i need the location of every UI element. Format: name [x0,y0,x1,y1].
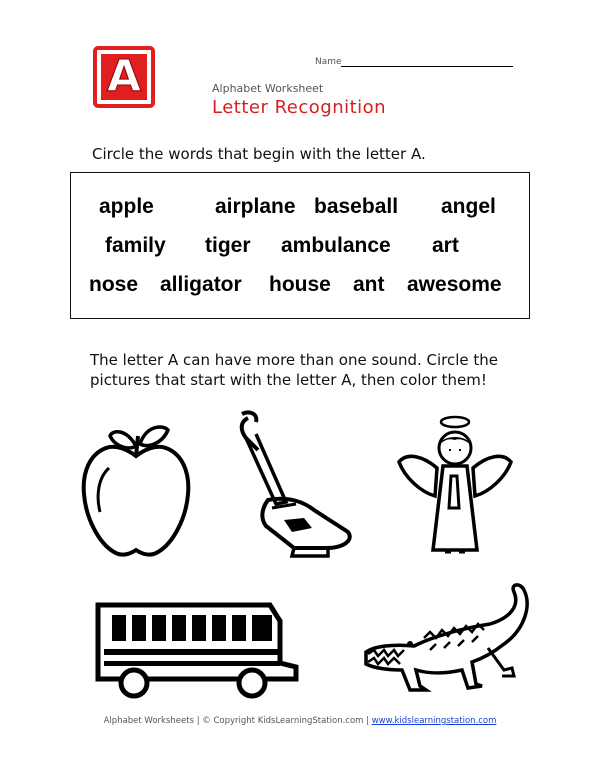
word: ant [353,273,385,296]
word: alligator [160,273,242,296]
name-field-line [341,66,513,67]
name-label: Name [315,57,342,67]
word: angel [441,195,496,218]
worksheet-title: Letter Recognition [212,97,387,118]
word: awesome [407,273,502,296]
vacuum-icon [232,408,357,568]
word: nose [89,273,139,296]
word: apple [99,195,154,218]
angel-icon [393,412,518,570]
footer [0,716,600,726]
word-box [70,172,530,319]
word: airplane [215,195,296,218]
badge-letter: A [106,51,142,102]
worksheet-subtitle: Alphabet Worksheet [212,82,324,95]
footer-copyright: Alphabet Worksheets | © Copyright KidsLearningStation.com | [103,716,372,726]
word: ambulance [281,234,391,257]
apple-icon [76,420,196,565]
badge-inner [101,51,147,102]
alligator-icon [364,578,544,703]
picture-instruction: The letter A can have more than one sound. Circle the pictures that start with the letter A, then color them! [90,351,499,389]
word: house [269,273,331,296]
word: baseball [314,195,399,218]
footer-link[interactable]: www.kidslearningstation.com [371,716,497,726]
word: tiger [205,234,251,257]
word-instruction: Circle the words that begin with the letter A. [92,145,426,163]
school-bus-icon [92,595,302,700]
letter-a-badge [93,46,155,108]
word: family [105,234,166,257]
word: art [432,234,459,257]
